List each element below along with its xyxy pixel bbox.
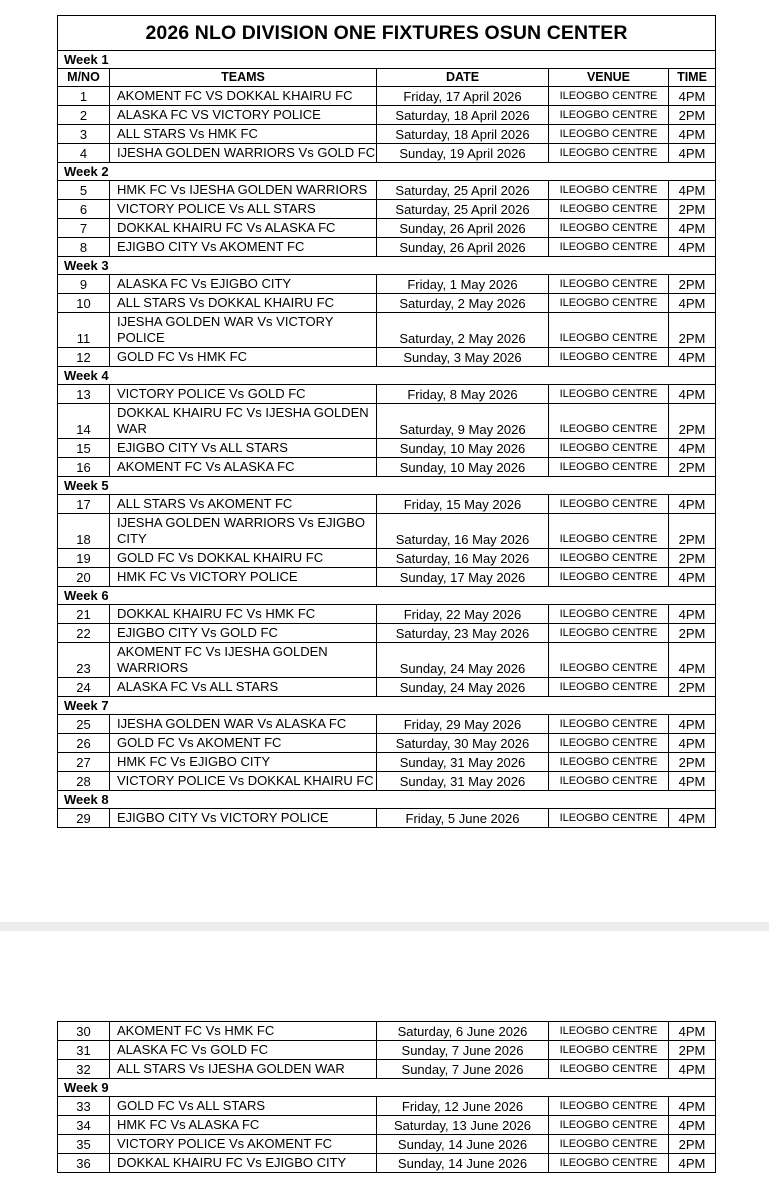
match-date: Saturday, 18 April 2026 [377, 106, 549, 125]
match-date: Sunday, 10 May 2026 [377, 439, 549, 458]
fixtures-table-page-1 [57, 15, 716, 828]
match-date: Sunday, 14 June 2026 [377, 1154, 549, 1173]
match-venue: ILEOGBO CENTRE [549, 1116, 669, 1135]
week-header-row [58, 367, 716, 385]
match-number: 17 [58, 495, 110, 514]
match-venue: ILEOGBO CENTRE [549, 313, 669, 348]
match-number: 23 [58, 643, 110, 678]
week-header-row [58, 791, 716, 809]
match-time: 2PM [669, 678, 716, 697]
fixture-row [58, 313, 716, 348]
fixture-row [58, 605, 716, 624]
week-header-row [58, 51, 716, 69]
match-venue: ILEOGBO CENTRE [549, 200, 669, 219]
fixture-row [58, 715, 716, 734]
fixture-row [58, 439, 716, 458]
match-teams: HMK FC Vs EJIGBO CITY [110, 753, 377, 772]
match-number: 5 [58, 181, 110, 200]
week-label: Week 1 [58, 51, 716, 69]
fixture-row [58, 181, 716, 200]
match-venue: ILEOGBO CENTRE [549, 678, 669, 697]
match-time: 2PM [669, 624, 716, 643]
match-number: 1 [58, 87, 110, 106]
match-teams: IJESHA GOLDEN WARRIORS Vs EJIGBO CITY [110, 514, 377, 549]
match-time: 2PM [669, 106, 716, 125]
match-number: 12 [58, 348, 110, 367]
match-teams: ALL STARS Vs AKOMENT FC [110, 495, 377, 514]
match-venue: ILEOGBO CENTRE [549, 1041, 669, 1060]
match-teams: EJIGBO CITY Vs ALL STARS [110, 439, 377, 458]
match-time: 4PM [669, 348, 716, 367]
match-venue: ILEOGBO CENTRE [549, 1135, 669, 1154]
match-time: 4PM [669, 144, 716, 163]
match-teams: ALL STARS Vs HMK FC [110, 125, 377, 144]
col-header-date: DATE [377, 69, 549, 87]
week-header-row [58, 1079, 716, 1097]
match-teams: IJESHA GOLDEN WARRIORS Vs GOLD FC [110, 144, 377, 163]
match-teams: ALASKA FC Vs ALL STARS [110, 678, 377, 697]
match-date: Saturday, 2 May 2026 [377, 313, 549, 348]
match-time: 4PM [669, 715, 716, 734]
week-label: Week 2 [58, 163, 716, 181]
fixture-row [58, 458, 716, 477]
match-venue: ILEOGBO CENTRE [549, 1022, 669, 1041]
week-label: Week 8 [58, 791, 716, 809]
match-date: Friday, 17 April 2026 [377, 87, 549, 106]
match-venue: ILEOGBO CENTRE [549, 87, 669, 106]
fixtures-table-page-2 [57, 1021, 716, 1173]
fixture-row [58, 772, 716, 791]
match-number: 30 [58, 1022, 110, 1041]
match-date: Sunday, 26 April 2026 [377, 219, 549, 238]
match-time: 4PM [669, 219, 716, 238]
match-teams: IJESHA GOLDEN WAR Vs ALASKA FC [110, 715, 377, 734]
match-number: 33 [58, 1097, 110, 1116]
match-number: 16 [58, 458, 110, 477]
match-time: 2PM [669, 753, 716, 772]
match-venue: ILEOGBO CENTRE [549, 734, 669, 753]
match-number: 19 [58, 549, 110, 568]
match-time: 2PM [669, 549, 716, 568]
match-time: 2PM [669, 514, 716, 549]
match-date: Sunday, 7 June 2026 [377, 1060, 549, 1079]
week-header-row [58, 163, 716, 181]
match-date: Sunday, 24 May 2026 [377, 678, 549, 697]
match-venue: ILEOGBO CENTRE [549, 144, 669, 163]
column-header-row [58, 69, 716, 87]
match-venue: ILEOGBO CENTRE [549, 439, 669, 458]
fixture-row [58, 144, 716, 163]
match-venue: ILEOGBO CENTRE [549, 549, 669, 568]
fixture-row [58, 1022, 716, 1041]
match-venue: ILEOGBO CENTRE [549, 624, 669, 643]
match-number: 11 [58, 313, 110, 348]
match-number: 22 [58, 624, 110, 643]
match-date: Friday, 22 May 2026 [377, 605, 549, 624]
match-number: 32 [58, 1060, 110, 1079]
match-venue: ILEOGBO CENTRE [549, 605, 669, 624]
match-time: 2PM [669, 1041, 716, 1060]
match-date: Friday, 5 June 2026 [377, 809, 549, 828]
match-venue: ILEOGBO CENTRE [549, 181, 669, 200]
match-venue: ILEOGBO CENTRE [549, 753, 669, 772]
match-teams: VICTORY POLICE Vs DOKKAL KHAIRU FC [110, 772, 377, 791]
match-time: 4PM [669, 605, 716, 624]
match-venue: ILEOGBO CENTRE [549, 772, 669, 791]
match-date: Friday, 8 May 2026 [377, 385, 549, 404]
match-number: 29 [58, 809, 110, 828]
fixture-row [58, 200, 716, 219]
fixture-row [58, 734, 716, 753]
match-date: Sunday, 31 May 2026 [377, 772, 549, 791]
match-teams: GOLD FC Vs DOKKAL KHAIRU FC [110, 549, 377, 568]
fixture-row [58, 809, 716, 828]
match-teams: ALASKA FC Vs EJIGBO CITY [110, 275, 377, 294]
match-date: Sunday, 19 April 2026 [377, 144, 549, 163]
match-venue: ILEOGBO CENTRE [549, 385, 669, 404]
fixture-row [58, 1041, 716, 1060]
match-teams: GOLD FC Vs ALL STARS [110, 1097, 377, 1116]
match-date: Friday, 1 May 2026 [377, 275, 549, 294]
match-date: Sunday, 7 June 2026 [377, 1041, 549, 1060]
match-date: Saturday, 18 April 2026 [377, 125, 549, 144]
week-label: Week 6 [58, 587, 716, 605]
week-header-row [58, 257, 716, 275]
fixture-row [58, 1116, 716, 1135]
match-venue: ILEOGBO CENTRE [549, 404, 669, 439]
fixture-row [58, 219, 716, 238]
match-venue: ILEOGBO CENTRE [549, 348, 669, 367]
match-teams: EJIGBO CITY Vs AKOMENT FC [110, 238, 377, 257]
match-date: Friday, 12 June 2026 [377, 1097, 549, 1116]
match-venue: ILEOGBO CENTRE [549, 1154, 669, 1173]
match-time: 4PM [669, 809, 716, 828]
match-date: Sunday, 3 May 2026 [377, 348, 549, 367]
fixtures-body-page-2 [58, 1022, 716, 1173]
match-date: Saturday, 9 May 2026 [377, 404, 549, 439]
match-time: 2PM [669, 200, 716, 219]
week-label: Week 3 [58, 257, 716, 275]
week-label: Week 5 [58, 477, 716, 495]
match-number: 6 [58, 200, 110, 219]
match-time: 4PM [669, 1097, 716, 1116]
match-date: Saturday, 25 April 2026 [377, 181, 549, 200]
match-number: 18 [58, 514, 110, 549]
fixture-row [58, 275, 716, 294]
match-time: 4PM [669, 643, 716, 678]
match-time: 4PM [669, 1022, 716, 1041]
match-venue: ILEOGBO CENTRE [549, 514, 669, 549]
page-title: 2026 NLO DIVISION ONE FIXTURES OSUN CENTER [58, 16, 716, 51]
fixture-row [58, 1060, 716, 1079]
match-teams: GOLD FC Vs AKOMENT FC [110, 734, 377, 753]
match-time: 4PM [669, 1154, 716, 1173]
week-header-row [58, 697, 716, 715]
fixture-row [58, 87, 716, 106]
match-teams: AKOMENT FC Vs HMK FC [110, 1022, 377, 1041]
fixture-row [58, 568, 716, 587]
match-teams: VICTORY POLICE Vs GOLD FC [110, 385, 377, 404]
match-date: Sunday, 26 April 2026 [377, 238, 549, 257]
fixture-row [58, 495, 716, 514]
match-number: 2 [58, 106, 110, 125]
match-time: 4PM [669, 385, 716, 404]
match-time: 4PM [669, 1060, 716, 1079]
fixture-row [58, 238, 716, 257]
match-date: Saturday, 23 May 2026 [377, 624, 549, 643]
match-date: Sunday, 31 May 2026 [377, 753, 549, 772]
match-teams: DOKKAL KHAIRU FC Vs EJIGBO CITY [110, 1154, 377, 1173]
match-time: 2PM [669, 275, 716, 294]
match-number: 4 [58, 144, 110, 163]
fixture-row [58, 125, 716, 144]
match-venue: ILEOGBO CENTRE [549, 106, 669, 125]
week-header-row [58, 477, 716, 495]
week-label: Week 7 [58, 697, 716, 715]
match-number: 36 [58, 1154, 110, 1173]
fixture-row [58, 294, 716, 313]
fixture-row [58, 385, 716, 404]
match-number: 13 [58, 385, 110, 404]
match-time: 4PM [669, 294, 716, 313]
match-teams: DOKKAL KHAIRU FC Vs ALASKA FC [110, 219, 377, 238]
match-venue: ILEOGBO CENTRE [549, 1060, 669, 1079]
match-number: 34 [58, 1116, 110, 1135]
match-venue: ILEOGBO CENTRE [549, 275, 669, 294]
col-header-teams: TEAMS [110, 69, 377, 87]
match-number: 35 [58, 1135, 110, 1154]
match-teams: ALL STARS Vs DOKKAL KHAIRU FC [110, 294, 377, 313]
match-venue: ILEOGBO CENTRE [549, 568, 669, 587]
week-label: Week 9 [58, 1079, 716, 1097]
match-teams: IJESHA GOLDEN WAR Vs VICTORY POLICE [110, 313, 377, 348]
match-time: 4PM [669, 181, 716, 200]
match-teams: ALASKA FC VS VICTORY POLICE [110, 106, 377, 125]
fixture-row [58, 643, 716, 678]
match-teams: EJIGBO CITY Vs GOLD FC [110, 624, 377, 643]
match-time: 2PM [669, 313, 716, 348]
match-venue: ILEOGBO CENTRE [549, 715, 669, 734]
match-time: 4PM [669, 238, 716, 257]
match-teams: DOKKAL KHAIRU FC Vs HMK FC [110, 605, 377, 624]
page-divider [0, 922, 769, 931]
match-date: Sunday, 24 May 2026 [377, 643, 549, 678]
col-header-match-no: M/NO [58, 69, 110, 87]
fixture-row [58, 514, 716, 549]
match-teams: ALL STARS Vs IJESHA GOLDEN WAR [110, 1060, 377, 1079]
match-venue: ILEOGBO CENTRE [549, 125, 669, 144]
match-number: 25 [58, 715, 110, 734]
match-time: 4PM [669, 125, 716, 144]
match-venue: ILEOGBO CENTRE [549, 219, 669, 238]
match-number: 20 [58, 568, 110, 587]
match-time: 4PM [669, 495, 716, 514]
match-date: Saturday, 16 May 2026 [377, 514, 549, 549]
match-venue: ILEOGBO CENTRE [549, 1097, 669, 1116]
match-number: 7 [58, 219, 110, 238]
match-time: 2PM [669, 1135, 716, 1154]
fixture-row [58, 348, 716, 367]
fixture-row [58, 1154, 716, 1173]
match-date: Saturday, 30 May 2026 [377, 734, 549, 753]
fixture-row [58, 678, 716, 697]
match-venue: ILEOGBO CENTRE [549, 643, 669, 678]
match-number: 3 [58, 125, 110, 144]
match-date: Sunday, 17 May 2026 [377, 568, 549, 587]
match-teams: DOKKAL KHAIRU FC Vs IJESHA GOLDEN WAR [110, 404, 377, 439]
fixtures-body-page-1 [58, 51, 716, 828]
match-number: 27 [58, 753, 110, 772]
match-number: 15 [58, 439, 110, 458]
match-date: Saturday, 16 May 2026 [377, 549, 549, 568]
match-teams: HMK FC Vs IJESHA GOLDEN WARRIORS [110, 181, 377, 200]
col-header-venue: VENUE [549, 69, 669, 87]
match-time: 4PM [669, 734, 716, 753]
match-number: 9 [58, 275, 110, 294]
match-venue: ILEOGBO CENTRE [549, 458, 669, 477]
match-teams: AKOMENT FC Vs ALASKA FC [110, 458, 377, 477]
week-label: Week 4 [58, 367, 716, 385]
match-teams: VICTORY POLICE Vs ALL STARS [110, 200, 377, 219]
match-time: 2PM [669, 458, 716, 477]
match-venue: ILEOGBO CENTRE [549, 809, 669, 828]
match-number: 31 [58, 1041, 110, 1060]
match-date: Sunday, 10 May 2026 [377, 458, 549, 477]
match-teams: HMK FC Vs ALASKA FC [110, 1116, 377, 1135]
match-venue: ILEOGBO CENTRE [549, 238, 669, 257]
match-teams: HMK FC Vs VICTORY POLICE [110, 568, 377, 587]
match-number: 21 [58, 605, 110, 624]
match-number: 8 [58, 238, 110, 257]
match-number: 24 [58, 678, 110, 697]
match-time: 4PM [669, 568, 716, 587]
match-date: Friday, 29 May 2026 [377, 715, 549, 734]
match-teams: AKOMENT FC VS DOKKAL KHAIRU FC [110, 87, 377, 106]
week-header-row [58, 587, 716, 605]
match-teams: ALASKA FC Vs GOLD FC [110, 1041, 377, 1060]
match-time: 4PM [669, 439, 716, 458]
fixture-row [58, 404, 716, 439]
match-number: 14 [58, 404, 110, 439]
match-time: 4PM [669, 772, 716, 791]
match-time: 2PM [669, 404, 716, 439]
match-date: Friday, 15 May 2026 [377, 495, 549, 514]
fixture-row [58, 624, 716, 643]
match-date: Saturday, 2 May 2026 [377, 294, 549, 313]
match-date: Sunday, 14 June 2026 [377, 1135, 549, 1154]
fixture-row [58, 753, 716, 772]
match-teams: GOLD FC Vs HMK FC [110, 348, 377, 367]
match-date: Saturday, 25 April 2026 [377, 200, 549, 219]
match-teams: AKOMENT FC Vs IJESHA GOLDEN WARRIORS [110, 643, 377, 678]
match-venue: ILEOGBO CENTRE [549, 294, 669, 313]
match-teams: EJIGBO CITY Vs VICTORY POLICE [110, 809, 377, 828]
fixture-row [58, 1097, 716, 1116]
match-number: 10 [58, 294, 110, 313]
match-date: Saturday, 6 June 2026 [377, 1022, 549, 1041]
match-time: 4PM [669, 1116, 716, 1135]
fixture-row [58, 549, 716, 568]
match-venue: ILEOGBO CENTRE [549, 495, 669, 514]
match-date: Saturday, 13 June 2026 [377, 1116, 549, 1135]
fixture-row [58, 106, 716, 125]
match-number: 26 [58, 734, 110, 753]
match-time: 4PM [669, 87, 716, 106]
fixture-row [58, 1135, 716, 1154]
match-number: 28 [58, 772, 110, 791]
col-header-time: TIME [669, 69, 716, 87]
match-teams: VICTORY POLICE Vs AKOMENT FC [110, 1135, 377, 1154]
